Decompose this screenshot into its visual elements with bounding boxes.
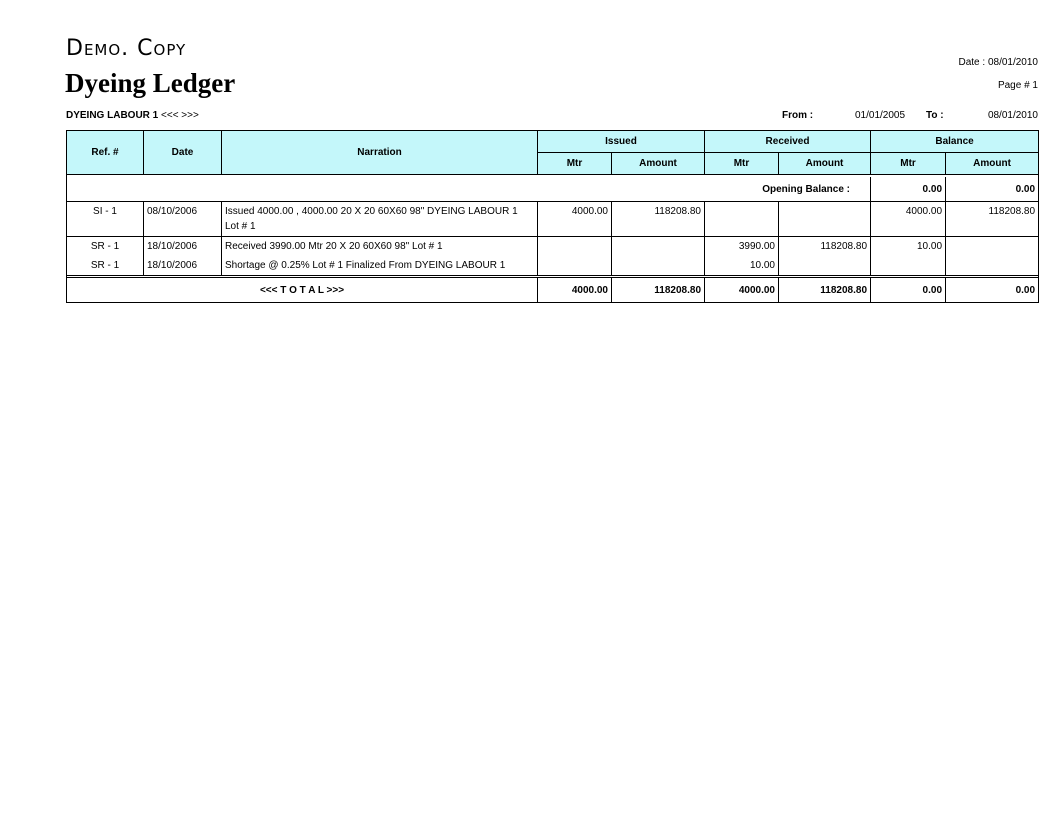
header-balance-amount: Amount [946,153,1039,175]
total-received-mtr: 4000.00 [705,278,779,303]
to-label: To : [926,110,944,121]
row-received-mtr [705,202,779,237]
row-date: 18/10/2006 [144,237,222,257]
row-received-amount: 118208.80 [779,237,871,257]
row-received-amount [779,202,871,237]
opening-balance-label: Opening Balance : [67,177,871,202]
from-date: 01/01/2005 [855,110,906,121]
row-date: 18/10/2006 [144,256,222,276]
header-issued: Issued [538,131,705,153]
from-label: From : [782,110,814,121]
row-received-amount [779,256,871,276]
header-balance: Balance [871,131,1039,153]
total-received-amount: 118208.80 [779,278,871,303]
row-narration: Issued 4000.00 , 4000.00 20 X 20 60X60 98" DYEING LABOUR 1 Lot # 1 [222,202,538,237]
row-issued-amount [612,256,705,276]
party-name: DYEING LABOUR 1 [66,110,159,121]
total-row [67,278,1039,303]
row-received-mtr: 3990.00 [705,237,779,257]
row-balance-amount: 118208.80 [946,202,1039,237]
opening-balance-mtr: 0.00 [871,177,946,202]
page-number: Page # 1 [997,80,1038,91]
row-ref: SR - 1 [67,256,144,276]
opening-balance-amount: 0.00 [946,177,1039,202]
table-row [67,202,1039,237]
report-title: Dyeing Ledger [65,68,236,98]
row-issued-mtr: 4000.00 [538,202,612,237]
row-narration: Shortage @ 0.25% Lot # 1 Finalized From DYEING LABOUR 1 [222,256,538,276]
header-received: Received [705,131,871,153]
total-label: <<< T O T A L >>> [67,278,538,303]
table-row [67,256,1039,276]
header-issued-amount: Amount [612,153,705,175]
row-balance-amount [946,256,1039,276]
row-balance-mtr [871,256,946,276]
row-ref: SI - 1 [67,202,144,237]
row-received-mtr: 10.00 [705,256,779,276]
ledger-table [66,130,1039,303]
header-narration: Narration [222,131,538,175]
header-date: Date [144,131,222,175]
demo-copy-watermark: Demo. Copy [66,36,187,61]
header-balance-mtr: Mtr [871,153,946,175]
row-issued-amount [612,237,705,257]
row-date: 08/10/2006 [144,202,222,237]
table-row [67,237,1039,257]
row-balance-mtr: 10.00 [871,237,946,257]
to-date: 08/01/2010 [987,110,1038,121]
header-received-mtr: Mtr [705,153,779,175]
total-balance-amount: 0.00 [946,278,1039,303]
party-heading [66,110,199,121]
party-arrows: <<< >>> [158,110,199,121]
row-balance-amount [946,237,1039,257]
header-received-amount: Amount [779,153,871,175]
row-issued-amount: 118208.80 [612,202,705,237]
total-issued-amount: 118208.80 [612,278,705,303]
row-issued-mtr [538,237,612,257]
row-balance-mtr: 4000.00 [871,202,946,237]
total-balance-mtr: 0.00 [871,278,946,303]
row-narration: Received 3990.00 Mtr 20 X 20 60X60 98" Lot # 1 [222,237,538,257]
row-ref: SR - 1 [67,237,144,257]
total-issued-mtr: 4000.00 [538,278,612,303]
opening-balance-row [67,177,1039,202]
report-date: Date : 08/01/2010 [958,57,1038,68]
header-issued-mtr: Mtr [538,153,612,175]
row-issued-mtr [538,256,612,276]
header-ref: Ref. # [67,131,144,175]
